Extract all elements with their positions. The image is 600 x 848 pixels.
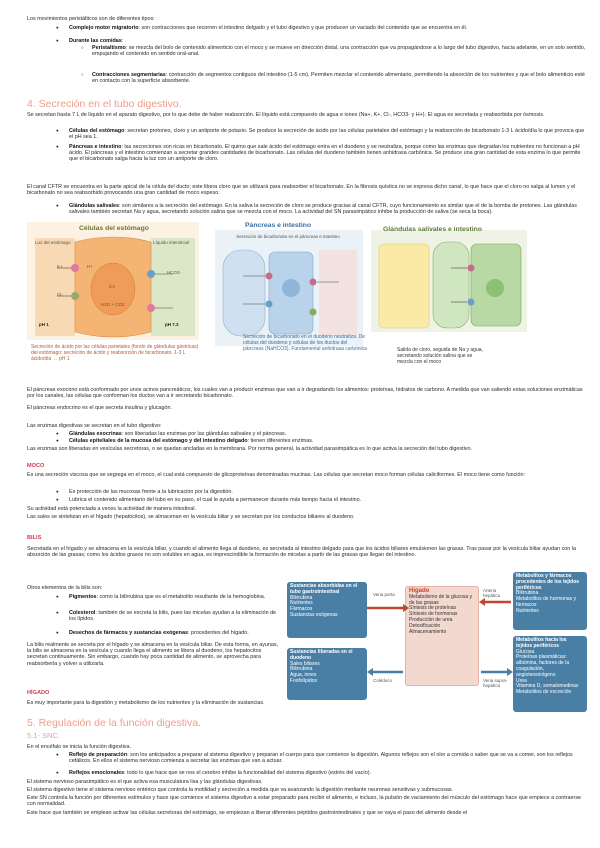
box-item: Sustancias exógenas [290,611,338,618]
label-arteria: Arteria hepática [483,588,501,598]
higado-tag: HÍGADO [27,690,50,696]
box-item: Bilirrubina [290,594,313,601]
secretion-figure [27,222,527,378]
bold-term: Reflejo de preparación [69,752,128,758]
panel2-subtitle: Secreción de bicarbonato en el páncreas e intestino [236,234,340,239]
panel3-caption: Salida de cloro, seguida de Na y agua, secretando solución salina que se mezcla con el moco [397,347,483,365]
section5-after-3: Este SN controla la función por diferentes estímulos y hace que comience el sistema digestivo a estar preparado para recibir el alimento, e incluso, la pulsión de vaciamiento del músculo del estómago hace que empiece a contraerse con normalidad. [27,795,582,808]
higado-paragraph: Es muy importante para la digestión y metabolismo de los nutrientes y la eliminación de sustancias. [27,700,265,706]
bold-term: Pigmentos [69,594,97,600]
liver-item: Síntesis de hormonas [409,611,458,618]
liver-item: Almacenamiento [409,628,447,635]
box-item: Agua, iones [290,672,317,679]
bilis-paragraph: Secretada en el hígado y se almacena en la vesícula biliar, y cuando el alimento llega al duodeno, es secretada al intestino delgado para que los ácidos biliares emulsionen las grasas. Tras pasar por la vesícula biliar ayudan con la absorción de las grasas; como los ácidos grasos no son solubles en agua, es imprescindible la formación de micelas a partir de las grasas que llegan del intestino. [27,546,576,559]
bold-term: Células del estómago [69,128,125,134]
arrowhead [507,668,513,676]
enzymes-outro: Las enzimas son liberadas en vesículas secretoras, o se quedan ancladas en la membrana. Por norma general, la actividad parasimpática es lo que activa la secreción del tubo digestivo. [27,446,472,452]
box-item: Sales biliares [290,660,320,667]
arrowhead [479,598,485,606]
exchanger-icon [266,301,273,308]
exchanger-icon [147,270,155,278]
section4-intro: Se secretan hasta 7 L de líquido en el aparato digestivo, por lo que debe de haber reabsorción. El líquido está compuesto de agua e iones (Na+, K+, Cl-, HCO3- y H+). El agua es secretada y reabsorbida por ósmosis. [27,112,545,118]
liver-item: Detoxificación [409,622,441,629]
bullet-pancreas-intestino [69,144,589,163]
label-cl: Cl- [57,292,63,297]
bullet-celulas-epiteliales [69,438,589,444]
arrowhead [367,668,373,676]
bold-term: Glándulas salivales [69,203,120,209]
salivary-cell-diagram [371,238,527,332]
blood-region [319,250,357,336]
bullet-glandulas-salivales [69,203,589,215]
moco-bullet-1: ● Es protección de las mucosas frente a la lubricación por la digestión. [69,489,589,495]
box-title: Sustancias liberadas en el duodeno [290,649,353,661]
bilis-after: La bilis realmente se secreta por el hígado y se almacena en la vesícula biliar. De esta forma, en ayunas, la bilis se almacena en la vesícula y cuando llega el alimento se libera al duodeno, los hepatocitos secretan continuamente. Sin embargo, cuando hay poca cantidad de alimento, se aprovecha para reabsorberla y volver a utilizarla. [27,642,279,667]
bullet-text: : son liberadas las enzimas por las glándulas salivales y el páncreas. [121,431,287,437]
panel3-title: Glándulas salivales e intestino [383,226,482,233]
liver-arrows [287,572,587,712]
bold-term: Complejo motor migratorio [69,25,139,31]
section51-title: 5.1- SNC. [27,731,60,740]
bullet-text: : como la bilirrubina que es el metabolito resultante de la hemoglobina. [96,594,266,600]
section5-after-2: El sistema digestivo tiene el sistema nervioso entérico que controla la motilidad y secreción a medida que va avanzando la digestión mediante neuronas sensitivas y submucosas. [27,787,454,793]
bilis-bullet-pigmentos [69,594,279,600]
bullet-text: : todo lo que hace que se nos el cerebro inhibe la funcionalidad del sistema digestivo (estrés del vacío). [124,770,372,776]
section5-title: 5. Regulación de la función digestiva. [27,717,201,729]
duodenal-cell-diagram [215,246,363,342]
bold-term: Peristaltismo [92,45,126,51]
label-vena-porta: Vena porta [373,592,395,597]
box-title: Sustancias absorbidas en el tubo gastrointestinal [290,583,358,595]
moco-bullet-2: ● Lubrica el contenido alimentario del tubo en su paso, el cual le ayuda a permanecer durante más tiempo hacia el intestino. [69,497,589,503]
bold-term: Páncreas e intestino [69,144,122,150]
bullet-text: : tienen diferentes enzimas. [247,438,314,444]
bullet-celulas-estomago [69,128,589,140]
liver-title: Hígado [409,588,430,594]
box-item: Bilirrubina [290,666,313,673]
subbullet-segmentarias [92,72,590,84]
bullet-text: : contracción de segmentos contiguos del intestino (1-5 cm). Permiten mezclar el contenido alimentario, permitiendo la absorción de los nutrientes y que el bolo alimenticio esté en contacto con la superficie absorbente. [92,72,585,85]
bold-term: Colesterol [69,610,96,616]
bold-term: Contracciones segmentarias [92,72,166,78]
nucleus [91,263,135,315]
note-box [379,244,429,328]
bullet-text: : procedentes del hígado. [187,630,249,636]
bullet-text: : [121,38,124,44]
box-item: Vitamina D, somatomedinas [516,683,579,690]
pancreas-paragraph: El páncreas exocrino está conformado por unos acinos pancreáticos, los cuales van a producir enzimas que van a ir degradando los alimentos: proteínas, hidratos de carbono. A medida que van saliendo estas soluciones enzimáticas por los canales, las células que conforman los ductos van a ir secretando bicarbonato. [27,387,583,400]
bullet-complejo-motor [69,25,589,31]
box-item: Fármacos [290,606,313,613]
bullet-text: : también de se excreta la bilis, pues las micelas ayudan a la eliminación de los lípidos. [69,610,277,623]
moco-tag: MOCO [27,463,45,469]
section5-after-4: Este hace que también se emplean activar las células secretoras del estómago, se empiezan a liberar diferentes péptidos gastrointestinales y que se vaya el paso del alimento desde el [27,810,468,816]
nucleus [282,279,300,297]
liver-item: Producción de urea [409,616,453,623]
bilis-bullet-desechos [69,630,279,636]
label-ca: CA [109,284,116,289]
nucleus [486,279,504,297]
bullet-text: : secretan protones, cloro y un antiporte de potasio. Se produce la secreción de ácido por las células parietales del estómago y la reabsorción de bicarbonato 1-3 L ácido/día lo que provoca que el pH sea 1. [69,128,585,141]
box-item: Nutrientes [290,600,313,607]
label-k: K+ [57,264,63,269]
cftr-channel-icon [266,273,273,280]
bullet-text: : son similares a la secreción del estómago. En la saliva la secreción de cloro se produce gracias al canal CFTR, cuyo funcionamiento es similar que el de la bomba de protones. Las glándulas salivales también secretan Na y agua, secretando solución salina que se mezcla con el moco. La actividad del SN parasimpático inhibe la producción de saliva (se seca la boca). [69,203,577,216]
bold-term: Desechos de fármacos y sustancias exógenas [69,630,188,636]
label-lumen: Luz del estómago [35,240,71,245]
cotransporter-icon [310,309,317,316]
box-title: Metabolitos y fármacos procedentes de los tejidos periféricos [516,573,580,591]
bilis-tag: BILIS [27,535,42,541]
lumen-region [433,242,469,328]
label-h2o-co2: H2O + CO2 [101,302,125,307]
box-item: Glucosa [516,648,535,655]
bullet-text: : las secreciones son ricas en bicarbonato. El quimo que sale ácido del estómago entra en el duodeno y se neutraliza, porque como las enzimas que degradan los nutrientes no funcionan a pH ácido. El páncreas y el intestino comienzan a secretar grandes cantidades de bicarbonato. Las células del duodeno también tienen anhidrasa carbónica. Se produce una gran cantidad de esta enzima lo que permite que el bicarbonato salga hacia la luz con un antiporte de cloro. [69,144,581,163]
bullet-text: : son los anticipados a preparar al sistema digestivo y preparan el cuerpo para que comience la digestión. Algunos reflejos son el olor a comida o saber que se va a comer, son los reflejos cefálicos. En ellos el sistema nervioso comienza a secretar las enzimas que van a actuar. [69,752,573,765]
moco-paragraph: Es una secreción viscosa que se segrega en el moco, el cual está compuesto de glicoproteínas denominadas mucinas. Las células que secretan moco forman células caliciformes. El moco tiene como función: [27,472,525,478]
box-item: Urea [516,677,527,684]
label-ph73: pH 7.3 [165,322,179,327]
liver-figure [287,572,587,712]
moco-after-1: Su actividad está potenciada a veces la actividad de manera intestinal. [27,506,197,512]
box-item: Nutrientes [516,607,539,614]
na-channel-icon [468,299,475,306]
box-item: Bilirrubina [516,590,539,597]
label-interstitial: Líquido intersticial [153,240,190,245]
cl-channel-icon [468,265,475,272]
cftr-paragraph: El canal CFTR se encuentra en la parte apical de la célula del ducto; este libera cloro que se utilizará para reabsorber el bicarbonato. En la fibrosis quística no se expresa dicho canal, lo que hace que el cloro no salga al lumen y el bicarbonato no sea reabsorbido provocando una gran cantidad de moco espeso. [27,184,576,197]
box-item: Metabolitos de hormonas y fármacos [516,596,577,608]
label-h: H+ [87,264,93,269]
box-title: Metabolitos hacia los tejidos periféricos [516,637,567,649]
moco-after-2: Las sales se sintetizan en el hígado (hepatocitos), se almacenan en la vesícula biliar y se secretan por los conductos biliares al duodeno. [27,514,355,520]
section4-title: 4. Secreción en el tubo digestivo. [27,98,182,110]
bold-term: Glándulas exocrinas [69,431,122,437]
subbullet-peristaltismo [92,45,590,57]
panel2-title: Páncreas e intestino [245,222,312,229]
label-hco3: HCO3- [167,270,182,275]
bullet-reflejos-emocionales [69,770,589,776]
channel-icon [71,292,79,300]
bold-term: Células epiteliales de la mucosa del estómago y del intestino delgado [69,438,248,444]
bold-term: Durante las comidas [69,38,122,44]
pump-icon [310,279,317,286]
pump-icon [71,264,79,272]
arrowhead [403,604,409,612]
section5-after-1: El sistema nervioso parasimpático es el que activa esa musculatura lisa y las glándulas digestivas. [27,779,263,785]
box-item: Metabolitos de excreción [516,689,572,696]
liver-item: Metabolismo de la glucosa y de las grasas [409,593,473,606]
pancreas-endocrine: El páncreas endocrino es el que secreta insulina y glucagón. [27,405,173,411]
duct-lumen [223,250,265,336]
bold-term: Reflejos emocionales [69,770,125,776]
section5-intro: En el encéfalo se inicia la función digestiva. [27,744,131,750]
bilis-bullet-colesterol [69,610,279,622]
bullet-text: : se mezcla del bolo de contenido alimenticio con el moco y se mueve en dirección distal, una contracción que va propagándose a lo largo del tubo digestivo, hacia adelante, en un solo sentido, empujando el contenido en sentido oral-anal. [92,45,586,58]
label-vena-supra: Vena supra-hepática [483,678,508,688]
box-item: Fosfolípidos [290,677,317,684]
enzymes-intro: Las enzimas digestivas se secretan en el tubo digestivo: [27,423,162,429]
bullet-text: : son contracciones que recorren el intestino delgado y el tubo digestivo y que producen un vaciado del contenido que se encuentra en él. [138,25,468,31]
na-k-pump-icon [147,304,155,312]
panel2-caption: Secreción de bicarbonato en el duodeno neutraliza. De células del duodeno y células de los ductos del páncreas (NaHCO3). Fundamental anhidrasa carbónica [243,334,367,352]
label-ph1: pH 1 [39,322,49,327]
label-coledoco: Colédoco [373,678,393,683]
bilis-list-intro: Otros elementos de la bilis son: [27,585,103,591]
intro-line: Los movimientos peristálticos son de diferentes tipos: [27,16,155,22]
liver-item: Síntesis de proteínas [409,605,456,612]
panel1-caption: Secreción de ácido por las células parietales (fondo de glándulas gástricas) del estómago: secreción de ácido y reabsorción de bicarbonato. 1-3 L ácido/día → pH 1 [31,344,199,362]
panel1-title: Células del estómago [79,225,149,232]
bullet-durante-comidas [69,38,589,44]
bullet-reflejo-preparacion [69,752,589,764]
box-item: Proteínas plasmáticas: albúmina, factores de la coagulación, angiotensinógeno [516,654,570,678]
bullet-glandulas-exocrinas [69,431,589,437]
